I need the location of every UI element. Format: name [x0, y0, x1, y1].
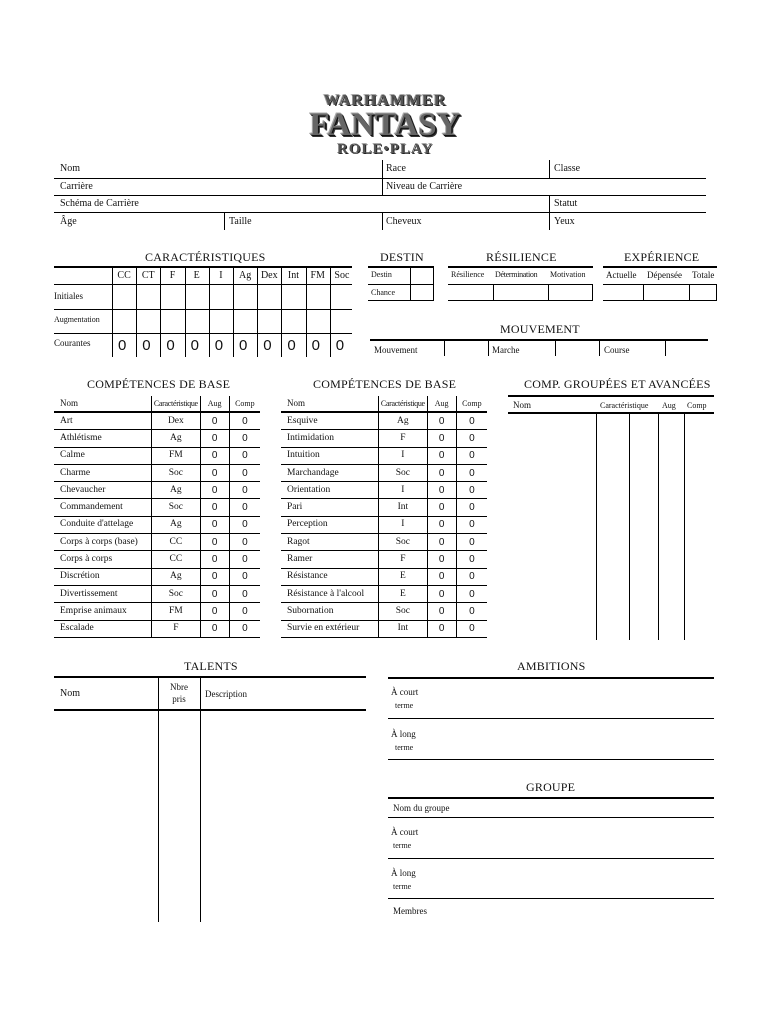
- schema-carriere-label: Schéma de Carrière: [60, 198, 139, 209]
- skill-carac: Ag: [152, 430, 200, 447]
- talents-nom-header: Nom: [60, 688, 80, 699]
- skill-aug[interactable]: 0: [200, 585, 229, 602]
- skill-name: Survie en extérieur: [281, 620, 379, 637]
- char-initiale-int[interactable]: [282, 285, 304, 308]
- skill-comp: 0: [229, 482, 260, 499]
- skill-aug[interactable]: 0: [427, 585, 456, 602]
- char-col-i: I: [219, 270, 223, 281]
- skill-carac: Soc: [152, 585, 200, 602]
- char-courante-fm: 0: [311, 337, 320, 354]
- table-row: [54, 447, 260, 464]
- resilience-mid-line: [448, 284, 593, 285]
- skill-comp: 0: [456, 568, 487, 585]
- skill-name: Résistance à l'alcool: [281, 585, 379, 602]
- skills-header-row: [281, 396, 487, 412]
- ambitions-bottom-line: [388, 759, 714, 760]
- skill-carac: Int: [379, 620, 427, 637]
- table-row: [281, 603, 487, 620]
- char-courante-ct: 0: [142, 337, 151, 354]
- char-col-cc: CC: [117, 270, 131, 281]
- groupe-court-label: À court: [391, 827, 419, 837]
- char-augmentation-ag[interactable]: [234, 310, 256, 332]
- skill-aug[interactable]: 0: [200, 447, 229, 464]
- skills-carac-header: Caractéristique: [152, 396, 200, 412]
- ambition-long-label: À long: [391, 729, 416, 739]
- skill-name: Athlétisme: [54, 430, 152, 447]
- skill-comp: 0: [456, 516, 487, 533]
- char-col-ct: CT: [141, 270, 155, 281]
- advanced-aug-header: Aug: [662, 401, 676, 410]
- course-label: Course: [604, 345, 630, 355]
- talents-top-line: [54, 676, 366, 678]
- classe-label: Classe: [554, 163, 581, 174]
- skill-aug[interactable]: 0: [200, 482, 229, 499]
- talents-entry-area[interactable]: [54, 711, 366, 922]
- char-augmentation-cc[interactable]: [113, 310, 135, 332]
- skills-carac-header: Caractéristique: [379, 396, 427, 412]
- skill-carac: Dex: [152, 412, 200, 430]
- groupe-long-terme: terme: [393, 882, 412, 891]
- skill-name: Marchandage: [281, 464, 379, 481]
- table-row: [281, 551, 487, 568]
- skill-name: Commandement: [54, 499, 152, 516]
- skill-name: Intimidation: [281, 430, 379, 447]
- table-row: [281, 464, 487, 481]
- talents-title: TALENTS: [184, 659, 238, 673]
- talents-pris-header: pris: [172, 694, 186, 704]
- divider: [549, 195, 550, 212]
- skill-aug[interactable]: 0: [427, 620, 456, 637]
- groupe-long-field[interactable]: [440, 860, 714, 898]
- skill-comp: 0: [456, 412, 487, 430]
- statut-label: Statut: [554, 198, 578, 209]
- char-col-fm: FM: [310, 270, 325, 281]
- skill-name: Emprise animaux: [54, 603, 152, 620]
- ambition-court-terme: terme: [395, 701, 414, 710]
- nom-label: Nom: [60, 163, 80, 174]
- skill-comp: 0: [229, 412, 260, 430]
- groupe-long-label: À long: [391, 868, 416, 878]
- nom-race-classe-line[interactable]: [54, 178, 706, 179]
- skill-name: Esquive: [281, 412, 379, 430]
- resilience-col: Résilience: [451, 270, 485, 279]
- mouvement-value-box[interactable]: [444, 340, 445, 356]
- skill-comp: 0: [456, 430, 487, 447]
- skill-carac: Soc: [152, 499, 200, 516]
- row-courantes: Courantes: [54, 338, 91, 348]
- advanced-top-line: [508, 395, 714, 397]
- table-row: [54, 499, 260, 516]
- divider: [599, 340, 600, 356]
- skill-carac: F: [379, 551, 427, 568]
- skill-aug[interactable]: 0: [427, 447, 456, 464]
- skill-carac: I: [379, 482, 427, 499]
- char-augmentation-e[interactable]: [186, 310, 208, 332]
- movement-top-line: [370, 339, 708, 341]
- table-row: [281, 447, 487, 464]
- skill-name: Charme: [54, 464, 152, 481]
- skill-name: Perception: [281, 516, 379, 533]
- char-augmentation-i[interactable]: [210, 310, 232, 332]
- row-initiales: Initiales: [54, 291, 83, 301]
- table-row: [54, 412, 260, 430]
- mouvement-label: Mouvement: [374, 345, 418, 355]
- cheveux-label: Cheveux: [386, 216, 422, 227]
- skill-aug[interactable]: 0: [200, 620, 229, 637]
- char-augmentation-f[interactable]: [161, 310, 183, 332]
- logo-line-1: WARHAMMER: [323, 92, 447, 109]
- skill-name: Discrétion: [54, 568, 152, 585]
- char-initiale-dex[interactable]: [258, 285, 280, 308]
- depensee-col: Dépensée: [647, 270, 682, 280]
- divider: [382, 160, 383, 179]
- characteristics-top-line: [54, 266, 352, 268]
- skill-comp: 0: [229, 499, 260, 516]
- skill-aug[interactable]: 0: [200, 464, 229, 481]
- skill-comp: 0: [456, 482, 487, 499]
- divider: [224, 212, 225, 230]
- experience-bottom-line: [603, 300, 717, 301]
- resilience-value-box[interactable]: [493, 284, 494, 300]
- skill-aug[interactable]: 0: [200, 603, 229, 620]
- experience-top-line: [603, 266, 717, 268]
- skills-nom-header: Nom: [281, 396, 379, 412]
- skill-comp: 0: [456, 585, 487, 602]
- table-row: [54, 534, 260, 551]
- table-row: [54, 568, 260, 585]
- skill-comp: 0: [229, 534, 260, 551]
- skill-carac: Soc: [379, 534, 427, 551]
- skill-carac: F: [379, 430, 427, 447]
- skill-aug[interactable]: 0: [200, 568, 229, 585]
- table-row: [54, 464, 260, 481]
- divider: [488, 340, 489, 356]
- resilience-title: RÉSILIENCE: [486, 250, 557, 264]
- advanced-skills-entry-area[interactable]: [508, 413, 714, 640]
- skill-name: Escalade: [54, 620, 152, 637]
- skill-carac: Int: [379, 499, 427, 516]
- char-courante-f: 0: [166, 337, 175, 354]
- table-row: [281, 482, 487, 499]
- skill-carac: FM: [152, 603, 200, 620]
- skill-comp: 0: [229, 585, 260, 602]
- skill-comp: 0: [229, 447, 260, 464]
- destin-top-line: [368, 266, 434, 268]
- skill-aug[interactable]: 0: [427, 516, 456, 533]
- divider: [549, 212, 550, 230]
- char-initiale-e[interactable]: [186, 285, 208, 308]
- char-initiale-ct[interactable]: [137, 285, 159, 308]
- skill-name: Ramer: [281, 551, 379, 568]
- ambition-court-field[interactable]: [440, 680, 714, 718]
- skill-aug[interactable]: 0: [427, 412, 456, 430]
- skill-aug[interactable]: 0: [427, 464, 456, 481]
- destin-label: Destin: [371, 270, 392, 279]
- skill-aug[interactable]: 0: [427, 568, 456, 585]
- skills-header-row: [54, 396, 260, 412]
- skill-comp: 0: [229, 603, 260, 620]
- talents-nbre-header: Nbre: [170, 682, 188, 692]
- skills-mid-title: COMPÉTENCES DE BASE: [313, 377, 457, 391]
- char-col-dex: Dex: [260, 270, 278, 281]
- warhammer-logo: [300, 92, 470, 158]
- table-row: [281, 499, 487, 516]
- carriere-line[interactable]: [54, 195, 706, 196]
- skill-carac: Ag: [152, 482, 200, 499]
- table-row: [54, 585, 260, 602]
- race-label: Race: [386, 163, 406, 174]
- groupe-court-terme: terme: [393, 841, 412, 850]
- skill-comp: 0: [456, 551, 487, 568]
- characteristics-title: CARACTÉRISTIQUES: [145, 250, 266, 264]
- skill-carac: I: [379, 516, 427, 533]
- experience-title: EXPÉRIENCE: [624, 250, 700, 264]
- skill-aug[interactable]: 0: [200, 551, 229, 568]
- table-row: [281, 534, 487, 551]
- skill-comp: 0: [456, 620, 487, 637]
- groupe-line: [388, 898, 714, 899]
- ambition-long-terme: terme: [395, 743, 414, 752]
- skill-carac: Ag: [152, 568, 200, 585]
- table-row: [281, 516, 487, 533]
- table-row: [281, 430, 487, 447]
- marche-label: Marche: [492, 345, 520, 355]
- table-row: [281, 568, 487, 585]
- skill-comp: 0: [229, 464, 260, 481]
- char-initiale-i[interactable]: [210, 285, 232, 308]
- groupe-line: [388, 858, 714, 859]
- char-initiale-soc[interactable]: [331, 285, 353, 308]
- skill-comp: 0: [456, 603, 487, 620]
- carriere-label: Carrière: [60, 181, 93, 192]
- table-row: [54, 482, 260, 499]
- skill-aug[interactable]: 0: [200, 412, 229, 430]
- skill-name: Résistance: [281, 568, 379, 585]
- ambition-court-label: À court: [391, 687, 419, 697]
- skill-aug[interactable]: 0: [427, 430, 456, 447]
- table-row: [281, 412, 487, 430]
- skill-carac: F: [152, 620, 200, 637]
- skills-nom-header: Nom: [54, 396, 152, 412]
- char-col-e: E: [193, 270, 200, 281]
- chance-label: Chance: [371, 288, 395, 297]
- determination-col: Détermination: [495, 270, 538, 279]
- char-initiale-fm[interactable]: [307, 285, 329, 308]
- skill-name: Art: [54, 412, 152, 430]
- skills-mid-table: [281, 396, 487, 638]
- skill-aug[interactable]: 0: [427, 603, 456, 620]
- skill-name: Chevaucher: [54, 482, 152, 499]
- yeux-label: Yeux: [554, 216, 575, 227]
- skill-name: Intuition: [281, 447, 379, 464]
- char-augmentation-ct[interactable]: [137, 310, 159, 332]
- char-augmentation-soc[interactable]: [331, 310, 353, 332]
- totale-value-box[interactable]: [716, 284, 717, 300]
- skill-name: Orientation: [281, 482, 379, 499]
- resilience-top-line: [448, 266, 593, 268]
- advanced-comp-header: Comp: [687, 401, 707, 410]
- divider: [549, 160, 550, 179]
- destin-value-box[interactable]: [410, 266, 411, 301]
- ambitions-mid-line: [388, 718, 714, 719]
- taille-label: Taille: [229, 216, 252, 227]
- totale-col: Totale: [692, 270, 715, 280]
- skills-right-title: COMP. GROUPÉES ET AVANCÉES: [524, 377, 711, 391]
- ambition-long-field[interactable]: [440, 720, 714, 758]
- niveau-carriere-label: Niveau de Carrière: [386, 181, 463, 192]
- skill-name: Corps à corps: [54, 551, 152, 568]
- skills-comp-header: Comp: [456, 396, 487, 412]
- skill-carac: E: [379, 568, 427, 585]
- movement-title: MOUVEMENT: [500, 322, 580, 336]
- course-value-box[interactable]: [665, 340, 666, 356]
- skill-carac: Ag: [152, 516, 200, 533]
- skill-aug[interactable]: 0: [200, 534, 229, 551]
- char-courante-i: 0: [214, 337, 224, 354]
- divider: [382, 212, 383, 230]
- marche-value-box[interactable]: [555, 340, 556, 356]
- skills-left-table: [54, 396, 260, 638]
- skills-left-title: COMPÉTENCES DE BASE: [87, 377, 231, 391]
- advanced-carac-header: Caractéristique: [600, 401, 649, 410]
- skill-name: Conduite d'attelage: [54, 516, 152, 533]
- skill-aug[interactable]: 0: [200, 430, 229, 447]
- row-augmentation: Augmentation: [54, 315, 100, 324]
- skill-comp: 0: [229, 516, 260, 533]
- table-row: [54, 551, 260, 568]
- actuelle-col: Actuelle: [606, 270, 637, 280]
- groupe-court-field[interactable]: [440, 819, 714, 857]
- skill-aug[interactable]: 0: [427, 551, 456, 568]
- row-line: [54, 333, 352, 334]
- ambitions-top-line: [388, 677, 714, 679]
- skill-carac: Soc: [152, 464, 200, 481]
- groupe-title: GROUPE: [526, 780, 576, 794]
- skill-comp: 0: [229, 620, 260, 637]
- char-initiale-cc[interactable]: [113, 285, 135, 308]
- skill-aug[interactable]: 0: [200, 516, 229, 533]
- table-row: [54, 430, 260, 447]
- skill-carac: CC: [152, 551, 200, 568]
- char-courante-cc: 0: [118, 337, 127, 354]
- char-col-f: F: [169, 270, 176, 281]
- destin-line: [368, 284, 434, 285]
- skill-aug[interactable]: 0: [427, 499, 456, 516]
- skill-aug[interactable]: 0: [200, 499, 229, 516]
- ambitions-title: AMBITIONS: [517, 659, 586, 673]
- skill-aug[interactable]: 0: [427, 482, 456, 499]
- skill-name: Corps à corps (base): [54, 534, 152, 551]
- logo-line-3: ROLE•PLAY: [336, 141, 434, 157]
- table-row: [54, 620, 260, 637]
- skill-comp: 0: [229, 551, 260, 568]
- skill-comp: 0: [456, 534, 487, 551]
- skills-aug-header: Aug: [200, 396, 229, 412]
- table-row: [281, 585, 487, 602]
- groupe-membres-label: Membres: [393, 906, 427, 916]
- divider: [382, 178, 383, 195]
- skill-carac: CC: [152, 534, 200, 551]
- char-initiale-f[interactable]: [161, 285, 183, 308]
- skill-name: Ragot: [281, 534, 379, 551]
- groupe-nom-field[interactable]: [470, 799, 714, 816]
- char-col-int: Int: [287, 270, 300, 281]
- destin-right-border: [433, 266, 434, 301]
- resilience-bottom-line: [448, 300, 593, 301]
- skill-name: Subornation: [281, 603, 379, 620]
- skill-aug[interactable]: 0: [427, 534, 456, 551]
- char-courante-e: 0: [190, 337, 199, 354]
- groupe-nom-label: Nom du groupe: [393, 803, 450, 813]
- skill-comp: 0: [456, 464, 487, 481]
- motivation-col: Motivation: [550, 270, 586, 279]
- talents-description-header: Description: [205, 689, 247, 699]
- chance-line: [368, 300, 434, 301]
- skill-comp: 0: [229, 430, 260, 447]
- table-row: [54, 516, 260, 533]
- skills-comp-header: Comp: [229, 396, 260, 412]
- char-augmentation-int[interactable]: [282, 310, 304, 332]
- skills-aug-header: Aug: [427, 396, 456, 412]
- skill-name: Divertissement: [54, 585, 152, 602]
- char-courante-ag: 0: [239, 337, 248, 354]
- char-augmentation-dex[interactable]: [258, 310, 280, 332]
- skill-comp: 0: [456, 499, 487, 516]
- skill-carac: Soc: [379, 464, 427, 481]
- char-courante-dex: 0: [263, 337, 272, 354]
- skill-comp: 0: [456, 447, 487, 464]
- motivation-value-box[interactable]: [592, 284, 593, 300]
- skill-carac: Ag: [379, 412, 427, 430]
- skill-carac: FM: [152, 447, 200, 464]
- char-col-ag: Ag: [238, 270, 252, 281]
- experience-mid-line: [603, 284, 717, 285]
- skill-carac: Soc: [379, 603, 427, 620]
- age-label: Âge: [60, 216, 77, 227]
- actuelle-value-box[interactable]: [643, 284, 644, 300]
- table-row: [54, 603, 260, 620]
- row-line: [54, 284, 352, 285]
- skill-comp: 0: [229, 568, 260, 585]
- advanced-nom-header: Nom: [513, 400, 531, 410]
- destin-title: DESTIN: [380, 250, 424, 264]
- skill-carac: E: [379, 585, 427, 602]
- char-augmentation-fm[interactable]: [307, 310, 329, 332]
- logo-line-2: FANTASY: [309, 107, 461, 143]
- groupe-membres-field[interactable]: [440, 900, 714, 922]
- table-row: [281, 620, 487, 637]
- depensee-value-box[interactable]: [689, 284, 690, 300]
- skill-carac: I: [379, 447, 427, 464]
- schema-line[interactable]: [54, 212, 706, 213]
- skill-name: Pari: [281, 499, 379, 516]
- char-initiale-ag[interactable]: [234, 285, 256, 308]
- char-col-soc: Soc: [334, 270, 350, 281]
- row-line: [54, 309, 352, 310]
- determination-value-box[interactable]: [548, 284, 549, 300]
- char-courante-soc: 0: [335, 337, 345, 354]
- char-courante-int: 0: [287, 337, 296, 354]
- skill-name: Calme: [54, 447, 152, 464]
- groupe-line: [388, 817, 714, 818]
